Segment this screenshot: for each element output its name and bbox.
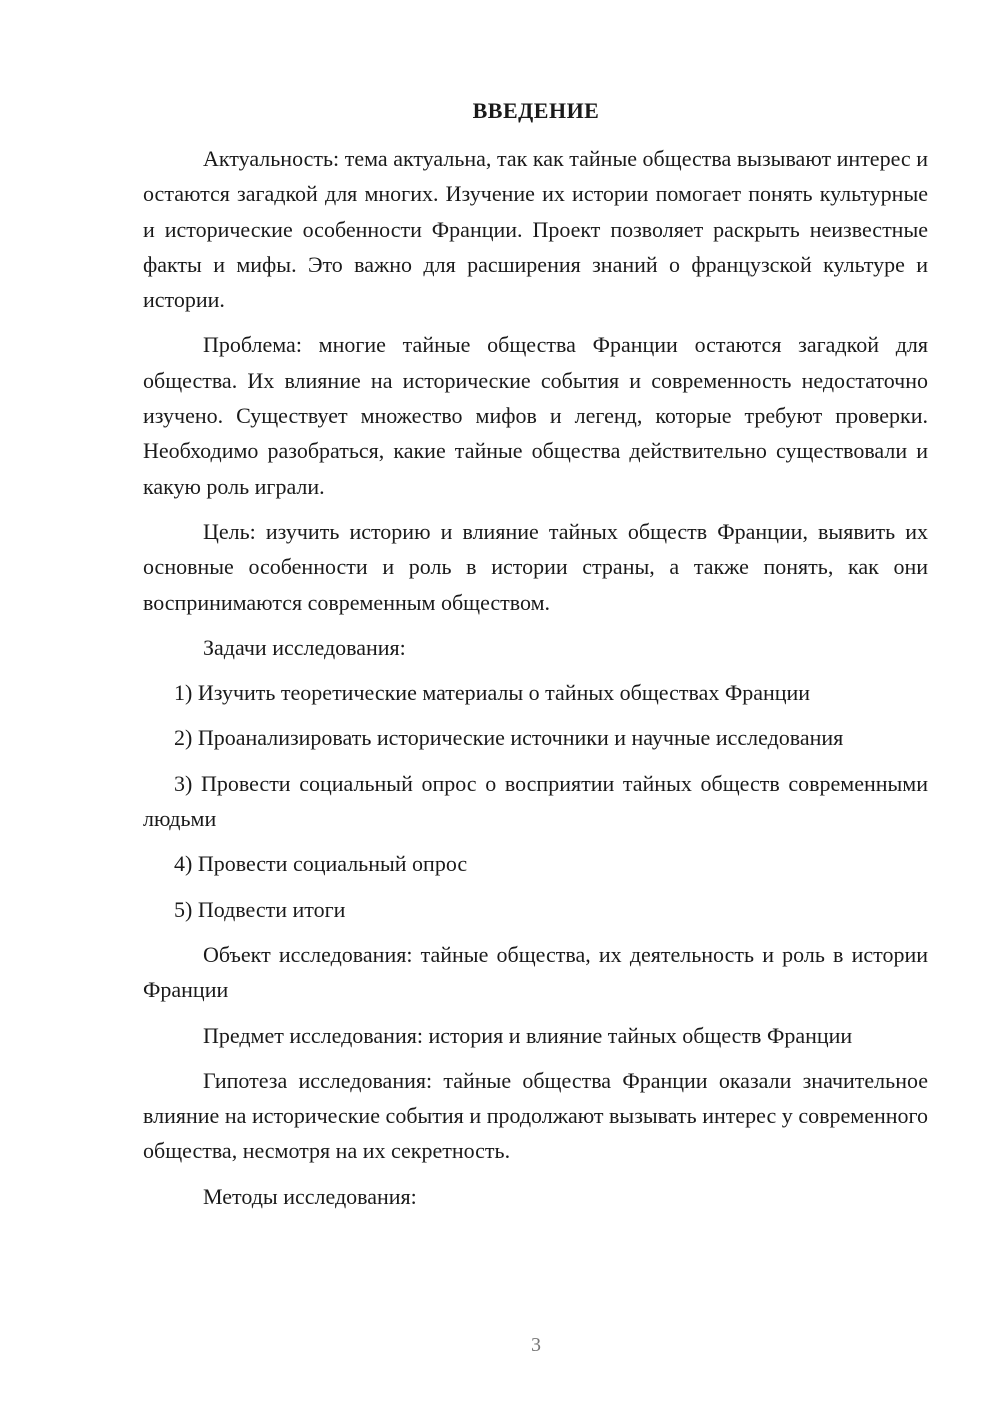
task-item-2: 2) Проанализировать исторические источники и научные исследования: [174, 725, 844, 751]
paragraph-problem: Проблема: многие тайные общества Франции остаются загадкой для общества. Их влияние на исторические события и современность недостаточно изучено. Существует множество мифов и легенд, которые требуют проверки. Необходимо разобраться, какие тайные общества действительно существовали и какую роль играли.: [143, 332, 928, 499]
page-body: [143, 141, 928, 1214]
paragraph-object: Объект исследования: тайные общества, их деятельность и роль в истории Франции: [143, 941, 928, 1003]
task-item-4: 4) Провести социальный опрос: [174, 851, 468, 877]
task-item-3: 3) Провести социальный опрос о восприятии тайных обществ современными людьми: [143, 770, 928, 832]
paragraph-goal: Цель: изучить историю и влияние тайных обществ Франции, выявить их основные особенности и роль в истории страны, а также понять, как они воспринимаются современным обществом.: [143, 518, 928, 615]
paragraph-subject: Предмет исследования: история и влияние тайных обществ Франции: [203, 1022, 853, 1048]
tasks-heading: Задачи исследования:: [203, 634, 406, 660]
task-item-5: 5) Подвести итоги: [174, 896, 346, 922]
paragraph-relevance: Актуальность: тема актуальна, так как тайные общества вызывают интерес и остаются загадкой для многих. Изучение их истории помогает понять культурные и исторические особенности Франции. Проект позволяет раскрыть неизвестные факты и мифы. Это важно для расширения знаний о французской культуре и истории.: [143, 146, 928, 313]
page-number: 3: [531, 1334, 541, 1356]
paragraph-hypothesis: Гипотеза исследования: тайные общества Франции оказали значительное влияние на исторические события и продолжают вызывать интерес у современного общества, несмотря на их секретность.: [143, 1067, 928, 1164]
task-item-1: 1) Изучить теоретические материалы о тайных обществах Франции: [174, 680, 811, 706]
page-title: ВВЕДЕНИЕ: [472, 98, 600, 123]
methods-heading: Методы исследования:: [203, 1183, 417, 1209]
